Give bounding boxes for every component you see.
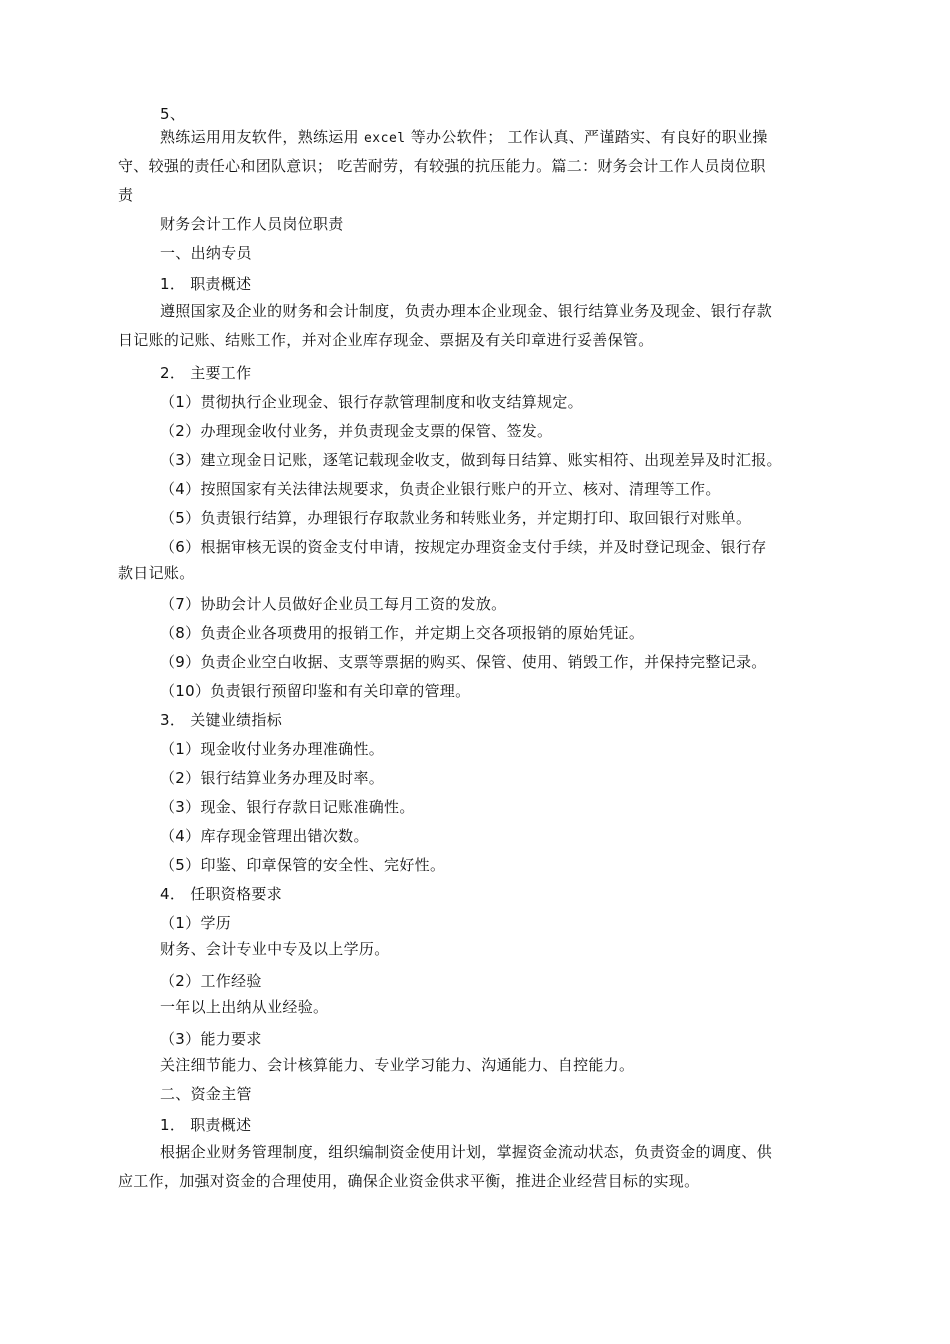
list-item: （6）根据审核无误的资金支付申请，按规定办理资金支付手续，并及时登记现金、银行存 xyxy=(160,538,767,556)
text-run-latin: excel xyxy=(363,131,406,146)
list-item: （8）负责企业各项费用的报销工作，并定期上交各项报销的原始凭证。 xyxy=(160,624,645,642)
list-item: （7）协助会计人员做好企业员工每月工资的发放。 xyxy=(160,595,507,613)
list-item: （3）现金、银行存款日记账准确性。 xyxy=(160,798,415,816)
paragraph-line: 关注细节能力、会计核算能力、专业学习能力、沟通能力、自控能力。 xyxy=(160,1056,635,1074)
list-item: （2）银行结算业务办理及时率。 xyxy=(160,769,385,787)
paragraph-line: 一年以上出纳从业经验。 xyxy=(160,998,329,1016)
list-item: （2）工作经验 xyxy=(160,972,262,990)
heading-level-2: 3． 关键业绩指标 xyxy=(160,711,283,729)
list-item: （3）能力要求 xyxy=(160,1030,262,1048)
text-run: 等办公软件； 工作认真、严谨踏实、有良好的职业操 xyxy=(405,128,768,146)
list-item: （4）库存现金管理出错次数。 xyxy=(160,827,369,845)
paragraph-line: 日记账的记账、结账工作，并对企业库存现金、票据及有关印章进行妥善保管。 xyxy=(118,331,654,349)
paragraph-line xyxy=(160,127,768,149)
list-item: （10）负责银行预留印鉴和有关印章的管理。 xyxy=(160,682,471,700)
list-item: （1）现金收付业务办理准确性。 xyxy=(160,740,385,758)
heading-level-1: 二、资金主管 xyxy=(160,1085,252,1103)
heading-level-2: 2． 主要工作 xyxy=(160,364,252,382)
list-item: （9）负责企业空白收据、支票等票据的购买、保管、使用、销毁工作，并保持完整记录。 xyxy=(160,653,767,671)
heading-level-1: 一、出纳专员 xyxy=(160,244,252,262)
paragraph-line: 遵照国家及企业的财务和会计制度，负责办理本企业现金、银行结算业务及现金、银行存款 xyxy=(160,302,773,320)
paragraph-line: 应工作，加强对资金的合理使用，确保企业资金供求平衡，推进企业经营目标的实现。 xyxy=(118,1172,700,1190)
list-item: （5）印鉴、印章保管的安全性、完好性。 xyxy=(160,856,446,874)
list-item: （1）学历 xyxy=(160,914,232,932)
heading-level-2: 1． 职责概述 xyxy=(160,1116,252,1134)
text-run: 熟练运用用友软件，熟练运用 xyxy=(160,128,364,146)
list-item-continuation: 款日记账。 xyxy=(118,564,195,582)
list-item: （1）贯彻执行企业现金、银行存款管理制度和收支结算规定。 xyxy=(160,393,583,411)
section-title: 财务会计工作人员岗位职责 xyxy=(160,215,344,233)
paragraph-line: 财务、会计专业中专及以上学历。 xyxy=(160,940,390,958)
list-item: （5）负责银行结算，办理银行存取款业务和转账业务，并定期打印、取回银行对账单。 xyxy=(160,509,752,527)
list-item: （4）按照国家有关法律法规要求，负责企业银行账户的开立、核对、清理等工作。 xyxy=(160,480,721,498)
paragraph-line: 根据企业财务管理制度，组织编制资金使用计划，掌握资金流动状态，负责资金的调度、供 xyxy=(160,1143,773,1161)
paragraph-line: 守、较强的责任心和团队意识； 吃苦耐劳，有较强的抗压能力。篇二：财务会计工作人员岗位职 xyxy=(118,157,766,175)
list-item: （2）办理现金收付业务，并负责现金支票的保管、签发。 xyxy=(160,422,553,440)
list-item: （3）建立现金日记账，逐笔记载现金收支，做到每日结算、账实相符、出现差异及时汇报。 xyxy=(160,451,782,469)
list-number: 5、 xyxy=(160,105,186,123)
paragraph-line: 责 xyxy=(118,186,134,204)
heading-level-2: 1． 职责概述 xyxy=(160,275,252,293)
heading-level-2: 4． 任职资格要求 xyxy=(160,885,283,903)
